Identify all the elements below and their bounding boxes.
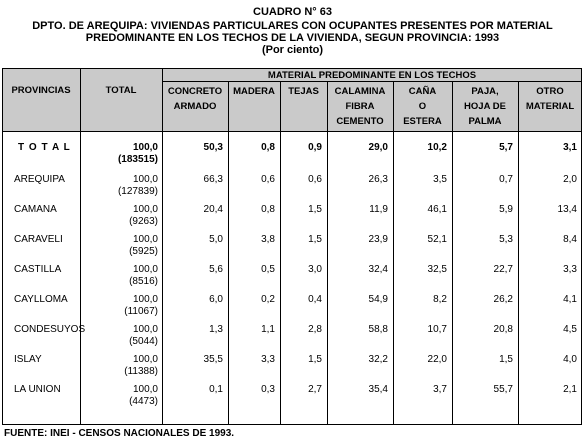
column-divider	[452, 81, 453, 425]
column-divider	[327, 81, 328, 425]
material-percent-cell: 0,5	[261, 264, 275, 275]
material-percent-cell: 3,5	[433, 174, 447, 185]
material-percent-cell: 20,8	[493, 324, 513, 335]
column-header-line: CAÑA	[408, 86, 437, 97]
province-name: CARAVELI	[14, 234, 63, 245]
column-header-line: CONCRETO	[167, 86, 223, 97]
row-household-count: (11067)	[124, 306, 158, 317]
material-percent-cell: 0,3	[261, 384, 275, 395]
material-percent-cell: 46,1	[427, 204, 447, 215]
column-header-material	[280, 84, 327, 99]
material-percent-cell: 3,3	[563, 264, 577, 275]
material-percent-cell: 35,5	[203, 354, 223, 365]
row-total-percent: 100,0	[132, 264, 158, 275]
material-percent-cell: 2,0	[563, 174, 577, 185]
column-header-line: CEMENTO	[336, 116, 384, 127]
row-total-percent: 100,0	[132, 234, 158, 245]
column-divider	[393, 81, 394, 425]
column-divider	[162, 68, 163, 425]
material-percent-cell: 10,7	[427, 324, 447, 335]
column-header-line: O	[418, 101, 427, 112]
material-percent-cell: 1,5	[308, 354, 322, 365]
material-percent-cell: 1,5	[308, 204, 322, 215]
header-divider	[2, 131, 582, 132]
material-percent-cell: 5,3	[499, 234, 513, 245]
material-percent-cell: 2,7	[308, 384, 322, 395]
column-divider	[280, 81, 281, 425]
row-household-count: (127839)	[117, 186, 158, 197]
material-percent-cell: 2,8	[308, 324, 322, 335]
material-percent-cell: 55,7	[493, 384, 513, 395]
table-title-line-1: DPTO. DE AREQUIPA: VIVIENDAS PARTICULARES CON OCUPANTES PRESENTES POR MATERIAL	[32, 20, 553, 32]
row-household-count: (8516)	[129, 276, 158, 287]
row-total-percent: 100,0	[132, 324, 158, 335]
material-percent-cell: 22,7	[493, 264, 513, 275]
column-header-line: ESTERA	[403, 116, 442, 127]
column-header-line: OTRO	[536, 86, 564, 97]
material-percent-cell: 0,1	[209, 384, 223, 395]
material-percent-cell: 1,3	[209, 324, 223, 335]
column-header-material	[393, 84, 452, 129]
column-header-line: TEJAS	[288, 86, 319, 97]
material-percent-cell: 22,0	[427, 354, 447, 365]
material-percent-cell: 26,3	[368, 174, 388, 185]
material-percent-cell: 50,3	[203, 142, 223, 153]
row-total-percent: 100,0	[132, 294, 158, 305]
group-header-material: MATERIAL PREDOMINANTE EN LOS TECHOS	[267, 70, 477, 81]
row-household-count: (5925)	[129, 246, 158, 257]
material-percent-cell: 32,2	[368, 354, 388, 365]
material-percent-cell: 4,5	[563, 324, 577, 335]
cuadro-number: CUADRO N° 63	[253, 6, 332, 18]
material-percent-cell: 3,8	[261, 234, 275, 245]
material-percent-cell: 1,1	[261, 324, 275, 335]
column-header-material	[518, 84, 582, 114]
material-percent-cell: 26,2	[493, 294, 513, 305]
material-percent-cell: 5,0	[209, 234, 223, 245]
material-percent-cell: 4,1	[563, 294, 577, 305]
province-name: CAMANA	[14, 204, 57, 215]
material-percent-cell: 0,6	[261, 174, 275, 185]
material-percent-cell: 1,5	[499, 354, 513, 365]
material-percent-cell: 35,4	[368, 384, 388, 395]
material-percent-cell: 1,5	[308, 234, 322, 245]
material-percent-cell: 5,7	[499, 142, 513, 153]
column-header-line: MATERIAL	[525, 101, 575, 112]
column-header-line: CALAMINA	[334, 86, 386, 97]
column-header-line: MADERA	[233, 86, 275, 97]
row-total-percent: 100,0	[132, 204, 158, 215]
data-table	[0, 68, 585, 425]
material-percent-cell: 0,7	[499, 174, 513, 185]
material-percent-cell: 10,2	[427, 142, 447, 153]
material-percent-cell: 0,9	[308, 142, 322, 153]
material-percent-cell: 0,8	[261, 142, 275, 153]
material-percent-cell: 54,9	[368, 294, 388, 305]
row-household-count: (4473)	[129, 396, 158, 407]
row-total-percent: 100,0	[132, 142, 158, 153]
source-note: FUENTE: INEI - CENSOS NACIONALES DE 1993.	[4, 428, 235, 439]
row-household-count: (183515)	[117, 154, 158, 165]
material-percent-cell: 4,0	[563, 354, 577, 365]
total-row-label: T O T A L	[18, 142, 71, 153]
province-name: CONDESUYOS	[14, 324, 86, 335]
material-percent-cell: 3,0	[308, 264, 322, 275]
column-header-line: HOJA DE	[464, 101, 506, 112]
material-percent-cell: 3,3	[261, 354, 275, 365]
province-name: CASTILLA	[14, 264, 62, 275]
table-title-line-2: PREDOMINANTE EN LOS TECHOS DE LA VIVIENDA, SEGUN PROVINCIA: 1993	[85, 32, 500, 44]
material-percent-cell: 32,5	[427, 264, 447, 275]
column-header-total: TOTAL	[105, 85, 137, 96]
material-percent-cell: 5,6	[209, 264, 223, 275]
row-total-percent: 100,0	[132, 174, 158, 185]
material-percent-cell: 0,4	[308, 294, 322, 305]
material-percent-cell: 20,4	[203, 204, 223, 215]
material-percent-cell: 29,0	[368, 142, 388, 153]
column-header-line: ARMADO	[173, 101, 217, 112]
material-percent-cell: 5,9	[499, 204, 513, 215]
material-percent-cell: 0,8	[261, 204, 275, 215]
table-subtitle: (Por ciento)	[261, 44, 324, 56]
material-percent-cell: 3,1	[563, 142, 577, 153]
row-total-percent: 100,0	[132, 354, 158, 365]
material-percent-cell: 6,0	[209, 294, 223, 305]
column-header-line: PAJA,	[471, 86, 499, 97]
material-percent-cell: 0,2	[261, 294, 275, 305]
material-percent-cell: 23,9	[368, 234, 388, 245]
column-header-material	[162, 84, 228, 114]
column-divider	[518, 81, 519, 425]
material-percent-cell: 32,4	[368, 264, 388, 275]
column-header-material	[327, 84, 393, 129]
province-name: LA UNION	[14, 384, 61, 395]
material-percent-cell: 66,3	[203, 174, 223, 185]
row-household-count: (5044)	[129, 336, 158, 347]
material-percent-cell: 3,7	[433, 384, 447, 395]
row-household-count: (11388)	[124, 366, 158, 377]
column-header-line: FIBRA	[345, 101, 375, 112]
material-percent-cell: 0,6	[308, 174, 322, 185]
material-percent-cell: 58,8	[368, 324, 388, 335]
province-name: AREQUIPA	[14, 174, 65, 185]
material-percent-cell: 11,9	[369, 204, 388, 215]
material-percent-cell: 2,1	[563, 384, 577, 395]
column-header-line: PALMA	[468, 116, 502, 127]
material-percent-cell: 13,4	[557, 204, 577, 215]
material-percent-cell: 52,1	[427, 234, 447, 245]
column-header-material	[228, 84, 280, 99]
row-total-percent: 100,0	[132, 384, 158, 395]
material-percent-cell: 8,2	[433, 294, 447, 305]
province-name: CAYLLOMA	[14, 294, 68, 305]
material-percent-cell: 8,4	[563, 234, 577, 245]
column-header-material	[452, 84, 518, 129]
column-header-provincias: PROVINCIAS	[11, 85, 71, 96]
province-name: ISLAY	[14, 354, 42, 365]
column-divider	[228, 81, 229, 425]
row-household-count: (9263)	[129, 216, 158, 227]
